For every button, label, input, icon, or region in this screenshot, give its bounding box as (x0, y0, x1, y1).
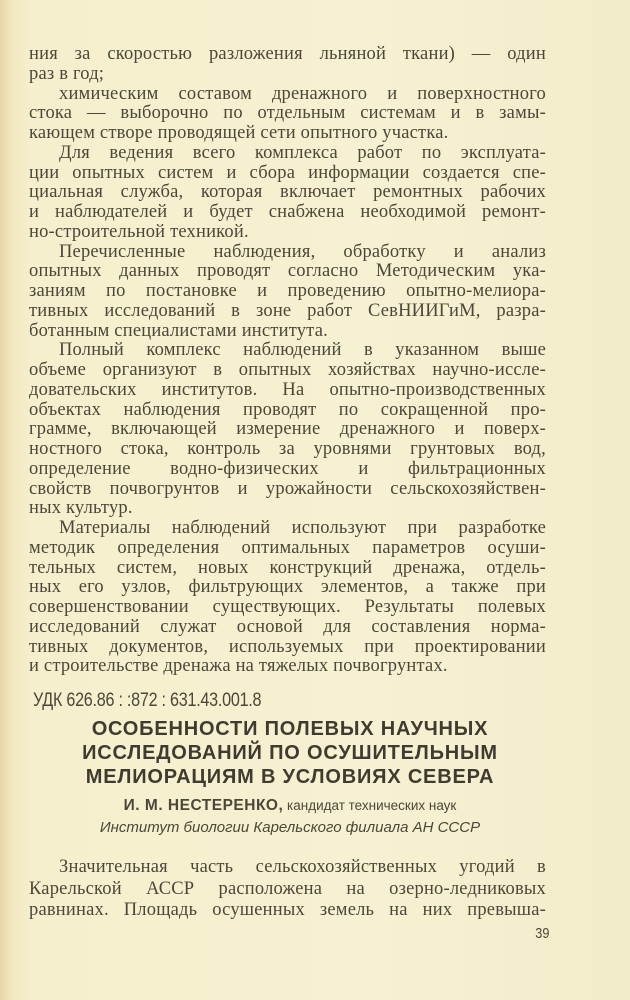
text-line: Для ведения всего комплекса работ по эксплуата- (59, 142, 546, 163)
text-line: но-строительной техникой. (29, 221, 249, 242)
text-line: определение водно-физических и фильтрационных (29, 458, 546, 479)
article-title-line: МЕЛИОРАЦИЯМ В УСЛОВИЯХ СЕВЕРА (85, 766, 495, 788)
author-degree: кандидат технических наук (287, 798, 457, 813)
text-line: ных его узлов, фильтрующих элементов, а также при (29, 577, 546, 598)
text-line: равнинах. Площадь осушенных земель на них превыша- (29, 900, 546, 920)
text-line: Перечисленные наблюдения, обработку и анализ (59, 241, 546, 262)
text-line: химическим составом дренажного и поверхностного (59, 83, 546, 104)
text-line: заниям по постановке и проведению опытно-мелиора- (29, 281, 546, 301)
text-line: кающем створе проводящей сети опытного участка. (29, 123, 449, 143)
text-line: циальная служба, которая включает ремонтных рабочих (29, 182, 546, 203)
author-name: И. М. НЕСТЕРЕНКО, (123, 797, 284, 814)
text-line: ных культур. (29, 498, 133, 519)
author-institution: Институт биологии Карельского филиала АН СССР (99, 819, 481, 836)
text-line: ботанным специалистами института. (29, 320, 328, 341)
text-line: раз в год; (29, 63, 105, 84)
text-line: Значительная часть сельскохозяйственных угодий в (59, 857, 546, 877)
text-line: методик определения оптимальных параметров осуши- (29, 537, 546, 558)
article-title-line: ИССЛЕДОВАНИЙ ПО ОСУШИТЕЛЬНЫМ (82, 742, 498, 764)
text-line: Полный комплекс наблюдений в указанном выше (59, 340, 546, 361)
text-line: тельных систем, новых конструкций дренажа, отдель- (29, 557, 546, 578)
text-line: объеме организуют в опытных хозяйствах научно-иссле- (29, 360, 546, 380)
text-line: опытных данных проводят согласно Методическим ука- (29, 261, 546, 282)
text-line: и строительстве дренажа на тяжелых почвогрунтах. (29, 656, 448, 677)
text-line: совершенствовании существующих. Результаты полевых (29, 597, 546, 617)
udc-code: УДК 626.86 : :872 : 631.43.001.8 (33, 690, 262, 711)
text-line: грамме, включающей измерение дренажного и поверх- (29, 419, 546, 440)
text-line: Карельской АССР расположена на озерно-ледниковых (29, 878, 546, 899)
text-line: Материалы наблюдений используют при разработке (59, 518, 546, 538)
text-line: ния за скоростью разложения льняной ткани) — один (29, 44, 546, 64)
text-line: тивных исследований в зоне работ СевНИИГиМ, разра- (29, 300, 546, 321)
text-line: и наблюдателей и будет снабжена необходимой ремонт- (29, 202, 546, 222)
text-line: ностного стока, контроль за уровнями грунтовых вод, (29, 439, 546, 459)
article-title-line: ОСОБЕННОСТИ ПОЛЕВЫХ НАУЧНЫХ (91, 718, 489, 740)
page-number: 39 (535, 925, 550, 942)
text-line: свойств почвогрунтов и урожайности сельскохозяйствен- (29, 478, 546, 499)
author-line (0, 797, 580, 815)
text-line: объектах наблюдения проводят по сокращенной про- (29, 399, 546, 420)
text-line: ции опытных систем и сбора информации создается спе- (29, 162, 546, 183)
text-line: тивных документов, используемых при проектировании (29, 636, 546, 657)
text-line: стока — выборочно по отдельным системам и в замы- (29, 103, 546, 124)
text-line: довательских институтов. На опытно-производственных (29, 379, 546, 400)
text-line: исследований служат основой для составления норма- (29, 616, 546, 637)
